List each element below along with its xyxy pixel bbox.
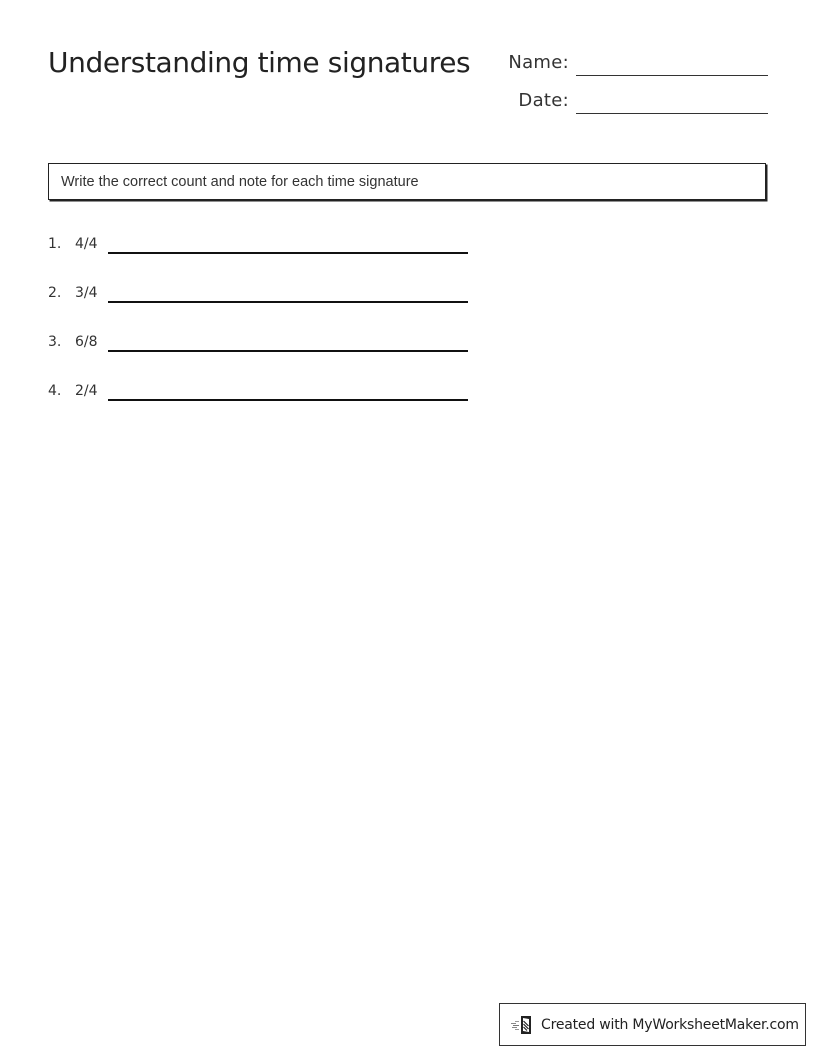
question-time-signature: 6/8 <box>75 334 98 350</box>
date-label: Date: <box>518 90 569 111</box>
question-number: 3. <box>48 334 62 350</box>
question-list <box>48 229 488 425</box>
question-item <box>48 376 488 400</box>
answer-blank-line[interactable] <box>108 301 468 303</box>
question-item <box>48 229 488 253</box>
question-item <box>48 278 488 302</box>
answer-blank-line[interactable] <box>108 252 468 254</box>
worksheet-maker-logo-icon <box>511 1014 535 1036</box>
date-field-row <box>499 90 768 112</box>
answer-blank-line[interactable] <box>108 399 468 401</box>
question-number: 4. <box>48 383 62 399</box>
question-time-signature: 3/4 <box>75 285 98 301</box>
footer-credit-badge[interactable] <box>499 1003 806 1046</box>
question-number: 1. <box>48 236 62 252</box>
question-time-signature: 2/4 <box>75 383 98 399</box>
instructions-box <box>48 163 766 200</box>
page-title: Understanding time signatures <box>48 46 471 79</box>
name-blank-line[interactable] <box>576 75 768 76</box>
instructions-text: Write the correct count and note for each time signature <box>61 173 419 190</box>
answer-blank-line[interactable] <box>108 350 468 352</box>
question-number: 2. <box>48 285 62 301</box>
question-item <box>48 327 488 351</box>
question-time-signature: 4/4 <box>75 236 98 252</box>
name-label: Name: <box>508 52 569 73</box>
date-blank-line[interactable] <box>576 113 768 114</box>
name-field-row <box>499 52 768 74</box>
footer-credit-text: Created with MyWorksheetMaker.com <box>541 1016 799 1033</box>
